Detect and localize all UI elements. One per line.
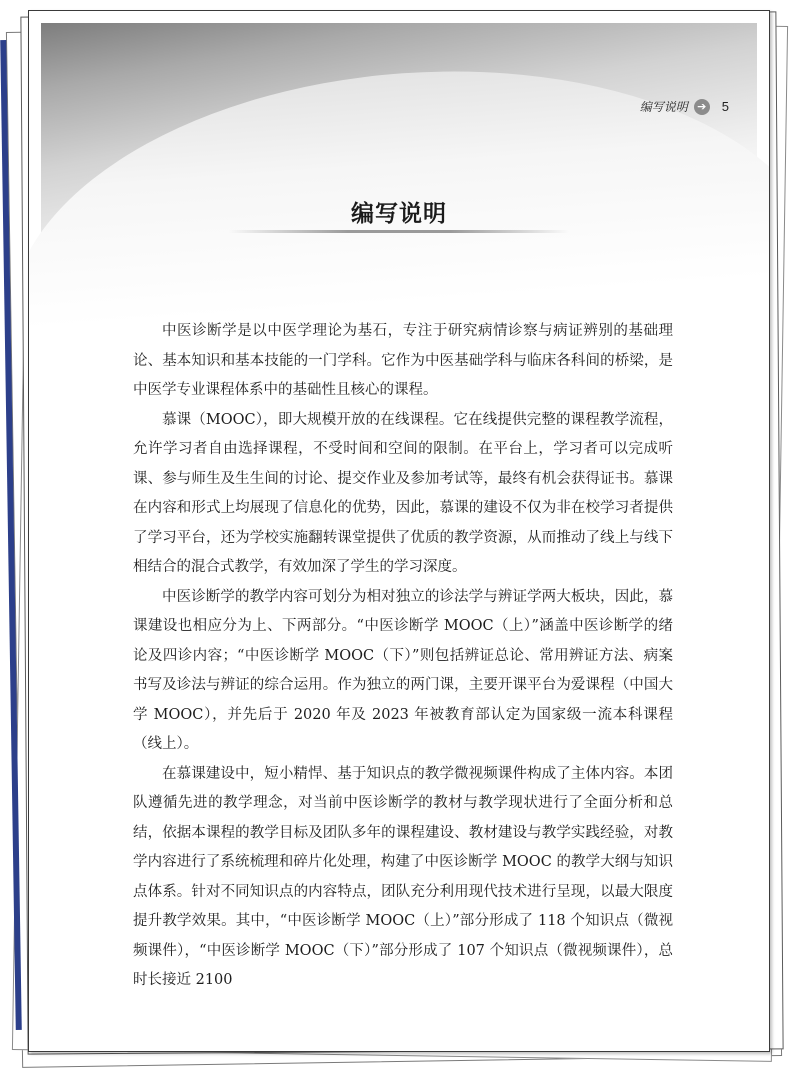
running-head — [640, 98, 729, 115]
page-number: 5 — [721, 99, 729, 114]
page-title: 编写说明 — [351, 201, 447, 227]
title-underline — [229, 230, 569, 233]
paragraph-2: 慕课（MOOC），即大规模开放的在线课程。它在线提供完整的课程教学流程，允许学习者自由选择课程，不受时间和空间的限制。在平台上，学习者可以完成听课、参与师生及生生间的讨论、提交作业及参加考试等，最终有机会获得证书。慕课在内容和形式上均展现了信息化的优势，因此，慕课的建设不仅为非在校学习者提供了学习平台，还为学校实施翻转课堂提供了优质的教学资源，从而推动了线上与线下相结合的混合式教学，有效加深了学生的学习深度。 — [133, 411, 673, 575]
paragraph-1: 中医诊断学是以中医学理论为基石，专注于研究病情诊察与病证辨别的基础理论、基本知识和基本技能的一门学科。它作为中医基础学科与临床各科间的桥梁，是中医学专业课程体系中的基础性且核心的课程。 — [133, 323, 673, 398]
running-head-section: 编写说明 — [639, 100, 688, 114]
header-wave-curve — [28, 45, 770, 332]
body-text — [133, 317, 673, 996]
arrow-right-circle-icon: ➔ — [694, 99, 710, 115]
book-page — [28, 10, 770, 1052]
paragraph-3: 中医诊断学的教学内容可划分为相对独立的诊法学与辨证学两大板块，因此，慕课建设也相应分为上、下两部分。“中医诊断学 MOOC（上）”涵盖中医诊断学的绪论及四诊内容；“中医诊断学 MOOC（下）”则包括辨证总论、常用辨证方法、病案书写及诊法与辨证的综合运用。作为独立的两门课，主要开课平台为爱课程（中国大学 MOOC），并先后于 2020 年及 2023 年被教育部认定为国家级一流本科课程（线上）。 — [133, 588, 673, 752]
paragraph-4: 在慕课建设中，短小精悍、基于知识点的教学微视频课件构成了主体内容。本团队遵循先进的教学理念，对当前中医诊断学的教材与教学现状进行了全面分析和总结，依据本课程的教学目标及团队多年的课程建设、教材建设与教学实践经验，对教学内容进行了系统梳理和碎片化处理，构建了中医诊断学 MOOC 的教学大纲与知识点体系。针对不同知识点的内容特点，团队充分利用现代技术进行呈现，以最大限度提升教学效果。其中，“中医诊断学 MOOC（上）”部分形成了 118 个知识点（微视频课件），“中医诊断学 MOOC（下）”部分形成了 107 个知识点（微视频课件），总时长接近 2100 — [133, 765, 673, 988]
